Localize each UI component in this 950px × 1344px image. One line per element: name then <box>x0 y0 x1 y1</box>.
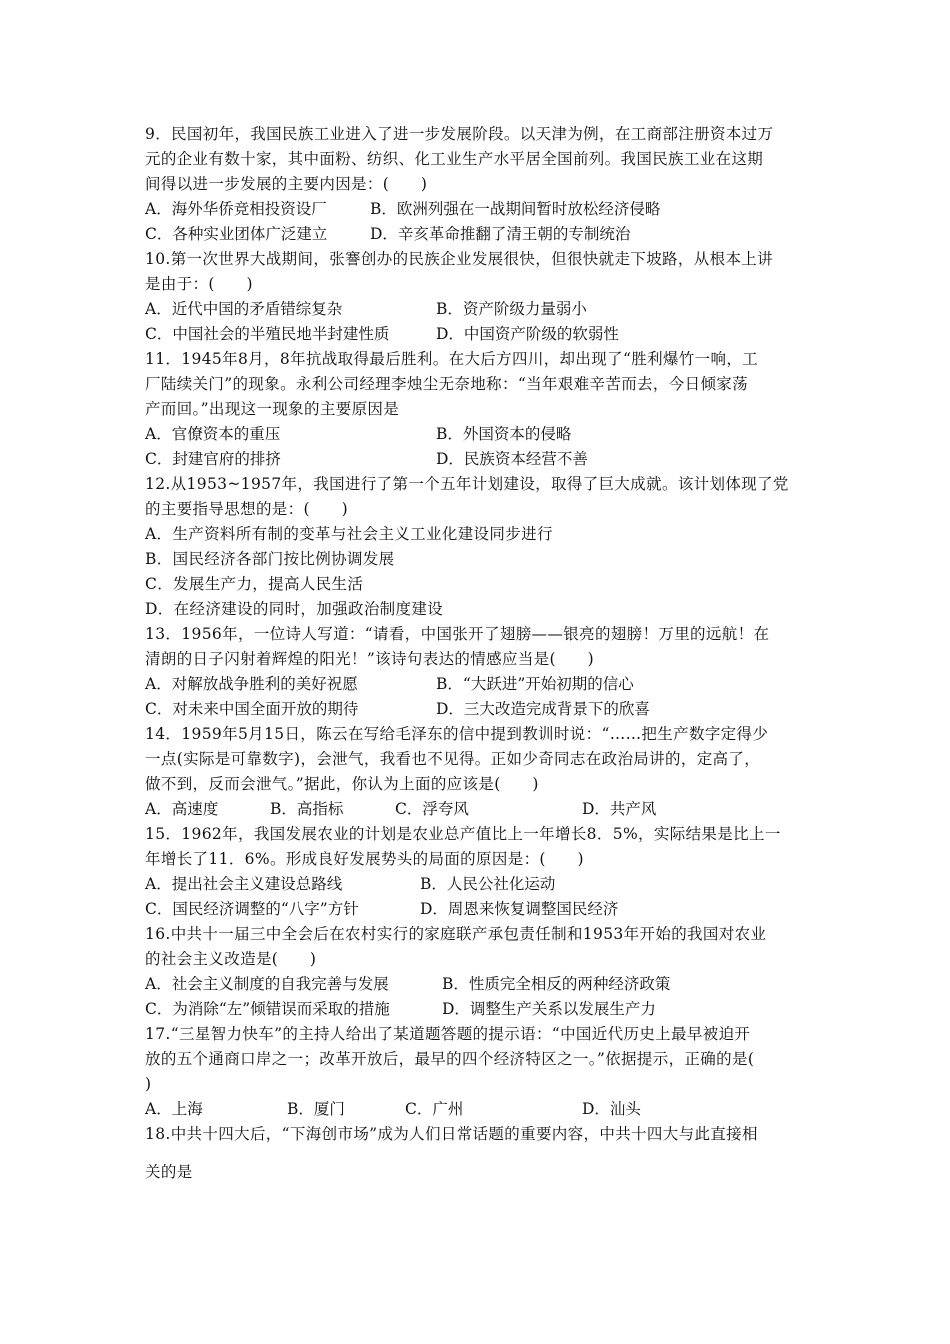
option-a: A．近代中国的矛盾错综复杂 <box>145 300 343 318</box>
options-row <box>145 197 815 222</box>
question-text: 18.中共十四大后，“下海创市场”成为人们日常话题的重要内容，中共十四大与此直接相 <box>145 1125 758 1143</box>
options-row <box>145 1097 815 1122</box>
option-a: A．生产资料所有制的变革与社会主义工业化建设同步进行 <box>145 525 553 543</box>
option-a: A．海外华侨竞相投资设厂 <box>145 200 327 218</box>
option-c: C．中国社会的半殖民地半封建性质 <box>145 325 390 343</box>
question-text: 厂陆续关门”的现象。永利公司经理李烛尘无奈地称：“当年艰难辛苦而去，今日倾家荡 <box>145 375 749 393</box>
question-16 <box>145 922 815 1022</box>
question-text: 间得以进一步发展的主要内因是：( ) <box>145 175 428 193</box>
question-13 <box>145 622 815 722</box>
question-text: 年增长了11．6%。形成良好发展势头的局面的原因是：( ) <box>145 850 584 868</box>
option-b: B．性质完全相反的两种经济政策 <box>442 975 671 993</box>
question-17 <box>145 1022 815 1122</box>
option-c: C．各种实业团体广泛建立 <box>145 225 328 243</box>
question-text: 是由于：( ) <box>145 275 253 293</box>
question-14 <box>145 722 815 822</box>
question-text: 10.第一次世界大战期间，张謇创办的民族企业发展很快，但很快就走下坡路，从根本上讲 <box>145 250 774 268</box>
option-a: A．高速度 <box>145 800 219 818</box>
options-row <box>145 447 815 472</box>
option-d: D．共产风 <box>582 800 657 818</box>
question-text: ) <box>145 1075 152 1093</box>
option-a: A．提出社会主义建设总路线 <box>145 875 343 893</box>
question-text: 放的五个通商口岸之一；改革开放后，最早的四个经济特区之一。”依据提示，正确的是( <box>145 1050 755 1068</box>
question-10 <box>145 247 815 347</box>
question-11 <box>145 347 815 472</box>
options-row <box>145 672 815 697</box>
options-row <box>145 972 815 997</box>
option-a: A．上海 <box>145 1100 203 1118</box>
question-text: 12.从1953~1957年，我国进行了第一个五年计划建设，取得了巨大成就。该计划体现了党 <box>145 475 789 493</box>
option-d: D．三大改造完成背景下的欣喜 <box>436 700 650 718</box>
option-d: D．中国资产阶级的软弱性 <box>436 325 619 343</box>
question-18 <box>145 1122 815 1147</box>
question-text: 的社会主义改造是( ) <box>145 950 317 968</box>
option-b: B．厦门 <box>287 1100 345 1118</box>
option-a: A．对解放战争胜利的美好祝愿 <box>145 675 358 693</box>
question-15 <box>145 822 815 922</box>
question-text: 元的企业有数十家，其中面粉、纺织、化工业生产水平居全国前列。我国民族工业在这期 <box>145 150 764 168</box>
options-row <box>145 222 815 247</box>
options-row <box>145 697 815 722</box>
option-b: B．国民经济各部门按比例协调发展 <box>145 550 395 568</box>
option-c: C．国民经济调整的“八字”方针 <box>145 900 359 918</box>
question-text: 产而回。”出现这一现象的主要原因是 <box>145 400 400 418</box>
option-c: C．为消除“左”倾错误而采取的措施 <box>145 1000 390 1018</box>
option-d: D．周恩来恢复调整国民经济 <box>420 900 619 918</box>
options-row <box>145 422 815 447</box>
question-text: 13．1956年，一位诗人写道：“请看，中国张开了翅膀——银亮的翅膀！万里的远航！在 <box>145 625 770 643</box>
option-c: C．广州 <box>405 1100 464 1118</box>
option-d: D．在经济建设的同时，加强政治制度建设 <box>145 600 444 618</box>
option-b: B．人民公社化运动 <box>420 875 556 893</box>
question-text: 关的是 <box>145 1163 193 1181</box>
option-d: D．辛亥革命推翻了清王朝的专制统治 <box>370 225 631 243</box>
options-row <box>145 872 815 897</box>
question-18-continuation <box>145 1160 815 1185</box>
option-b: B．高指标 <box>270 800 344 818</box>
options-row <box>145 322 815 347</box>
option-d: D．调整生产关系以发展生产力 <box>442 1000 656 1018</box>
question-text: 一点(实际是可靠数字)，会泄气，我看也不见得。正如少奇同志在政治局讲的，定高了， <box>145 750 761 768</box>
option-d: D．民族资本经营不善 <box>436 450 588 468</box>
question-12 <box>145 472 815 622</box>
option-a: A．社会主义制度的自我完善与发展 <box>145 975 389 993</box>
option-b: B．资产阶级力量弱小 <box>436 300 587 318</box>
question-text: 11．1945年8月，8年抗战取得最后胜利。在大后方四川，却出现了“胜利爆竹一响，工 <box>145 350 759 368</box>
options-row <box>145 797 815 822</box>
option-c: C．发展生产力，提高人民生活 <box>145 575 364 593</box>
option-c: C．浮夸风 <box>395 800 469 818</box>
question-text: 清朗的日子闪射着辉煌的阳光！”该诗句表达的情感应当是( ) <box>145 650 595 668</box>
question-text: 做不到，反而会泄气。”据此，你认为上面的应该是( ) <box>145 775 539 793</box>
option-b: B．“大跃进”开始初期的信心 <box>436 675 634 693</box>
option-c: C．封建官府的排挤 <box>145 450 281 468</box>
question-text: 17.“三星智力快车”的主持人给出了某道题答题的提示语：“中国近代历史上最早被迫开 <box>145 1025 751 1043</box>
options-row <box>145 997 815 1022</box>
option-d: D．汕头 <box>582 1100 641 1118</box>
option-b: B．欧洲列强在一战期间暂时放松经济侵略 <box>370 200 661 218</box>
options-row <box>145 897 815 922</box>
question-text: 14．1959年5月15日，陈云在写给毛泽东的信中提到教训时说：“……把生产数字定得少 <box>145 725 769 743</box>
question-9 <box>145 122 815 247</box>
options-row <box>145 297 815 322</box>
option-b: B．外国资本的侵略 <box>436 425 572 443</box>
question-text: 9．民国初年，我国民族工业进入了进一步发展阶段。以天津为例，在工商部注册资本过万 <box>145 125 774 143</box>
option-c: C．对未来中国全面开放的期待 <box>145 700 359 718</box>
question-text: 16.中共十一届三中全会后在农村实行的家庭联产承包责任制和1953年开始的我国对农业 <box>145 925 767 943</box>
question-text: 的主要指导思想的是：( ) <box>145 500 348 518</box>
question-text: 15．1962年，我国发展农业的计划是农业总产值比上一年增长8．5%，实际结果是比上一 <box>145 825 781 843</box>
option-a: A．官僚资本的重压 <box>145 425 281 443</box>
